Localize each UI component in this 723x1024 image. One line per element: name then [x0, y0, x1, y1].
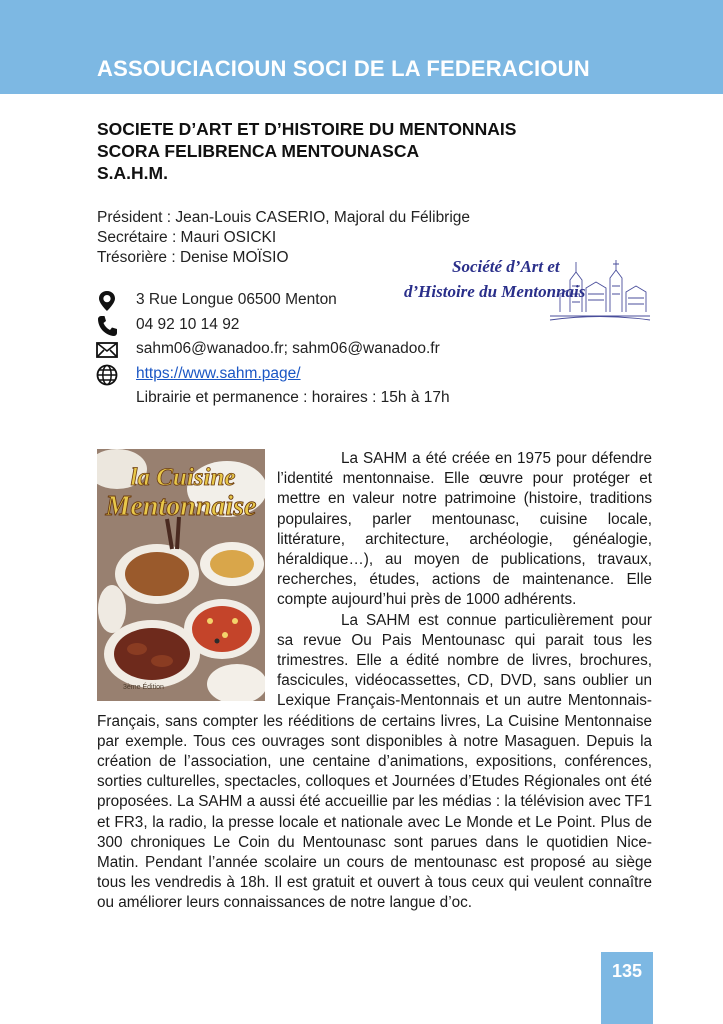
secretary-line: Secrétaire : Mauri OSICKI [97, 229, 277, 246]
org-title-line-3: S.A.H.M. [97, 163, 168, 183]
book-title-line-1: la Cuisine [130, 464, 236, 491]
org-title-line-2: SCORA FELIBRENCA MENTOUNASCA [97, 141, 420, 161]
header-banner [0, 0, 723, 94]
description-text [97, 449, 652, 914]
envelope-icon [95, 339, 119, 361]
website-link[interactable]: https://www.sahm.page/ [136, 364, 301, 382]
book-edition: 3ème Édition [123, 684, 164, 691]
paragraph-1: La SAHM a été créée en 1975 pour défendre l’identité mentonnaise. Elle œuvre pour protéger et mettre en valeur notre patrimoine (histoire, traditions populaires, parler mentounasc, cuisine locale, littérature, architecture, archéologie, généalogie, héraldique…), au moyen de publications, travaux, recherches, études, actions de maintenance. Elle compte aujourd’hui près de 1000 adhérents. [277, 450, 652, 609]
logo-text-line-1: Société d’Art et [452, 257, 560, 276]
address-text: 3 Rue Longue 06500 Menton [136, 291, 337, 308]
email-row [95, 337, 535, 362]
book-title-line-2: Mentonnaise [105, 491, 257, 522]
address-row [95, 288, 535, 313]
hours-text: Librairie et permanence : horaires : 15h à 17h [136, 389, 450, 406]
organization-title [97, 118, 516, 184]
treasurer-line: Trésorière : Denise MOÏSIO [97, 249, 289, 266]
map-pin-icon [95, 290, 119, 312]
paragraph-2: La SAHM est connue particulièrement pour sa revue Ou Pais Mentounasc qui parait tous les trimestres. Elle a édité nombre de livres, brochures, fascicules, vidéocassettes, CD, DVD, sans oublier un Lexique Français-Mentonnais et un autre Mentonnais-Français, sans compter les rééditions de certains livres, La Cuisine Mentonnaise par exemple. Tous ces ouvrages sont disponibles à notre Masaguen. Depuis la création de l’association, une centaine d’animations, expositions, conférences, sorties culturelles, spectacles, colloques et Journées d’Etudes Régionales ont été proposées. La SAHM a aussi été accueillie par les médias : la télévision avec TF1 et FR3, la radio, la presse locale et nationale avec Le Monde et Le Point. Plus de 300 chroniques Le Coin du Mentounasc sont parues dans le quotidien Nice-Matin. Pendant l’année scolaire un cours de mentounasc est proposé au siège tous les vendredis à 18h. Il est gratuit et ouvert à tous ceux qui veulent connaître ou améliorer leurs connaissances de notre langue d’oc. [97, 611, 652, 912]
page-number-tab [601, 952, 653, 1024]
image-wrap-spacer [97, 449, 277, 704]
president-line: Président : Jean-Louis CASERIO, Majoral du Félibrige [97, 209, 471, 226]
banner-title: ASSOUCIACIOUN SOCI DE LA FEDERACIOUN [97, 56, 590, 81]
phone-row [95, 313, 535, 338]
logo-text-line-2: d’Histoire du Mentonnais [404, 282, 586, 301]
page-number: 135 [611, 961, 643, 981]
phone-text: 04 92 10 14 92 [136, 315, 240, 333]
website-row [95, 362, 535, 387]
email-text: sahm06@wanadoo.fr; sahm06@wanadoo.fr [136, 340, 440, 357]
globe-icon [95, 364, 119, 386]
org-title-line-1: SOCIETE D’ART ET D’HISTOIRE DU MENTONNAIS [97, 119, 517, 139]
hours-row [95, 386, 535, 411]
contact-block [95, 288, 535, 411]
phone-icon [95, 315, 119, 337]
